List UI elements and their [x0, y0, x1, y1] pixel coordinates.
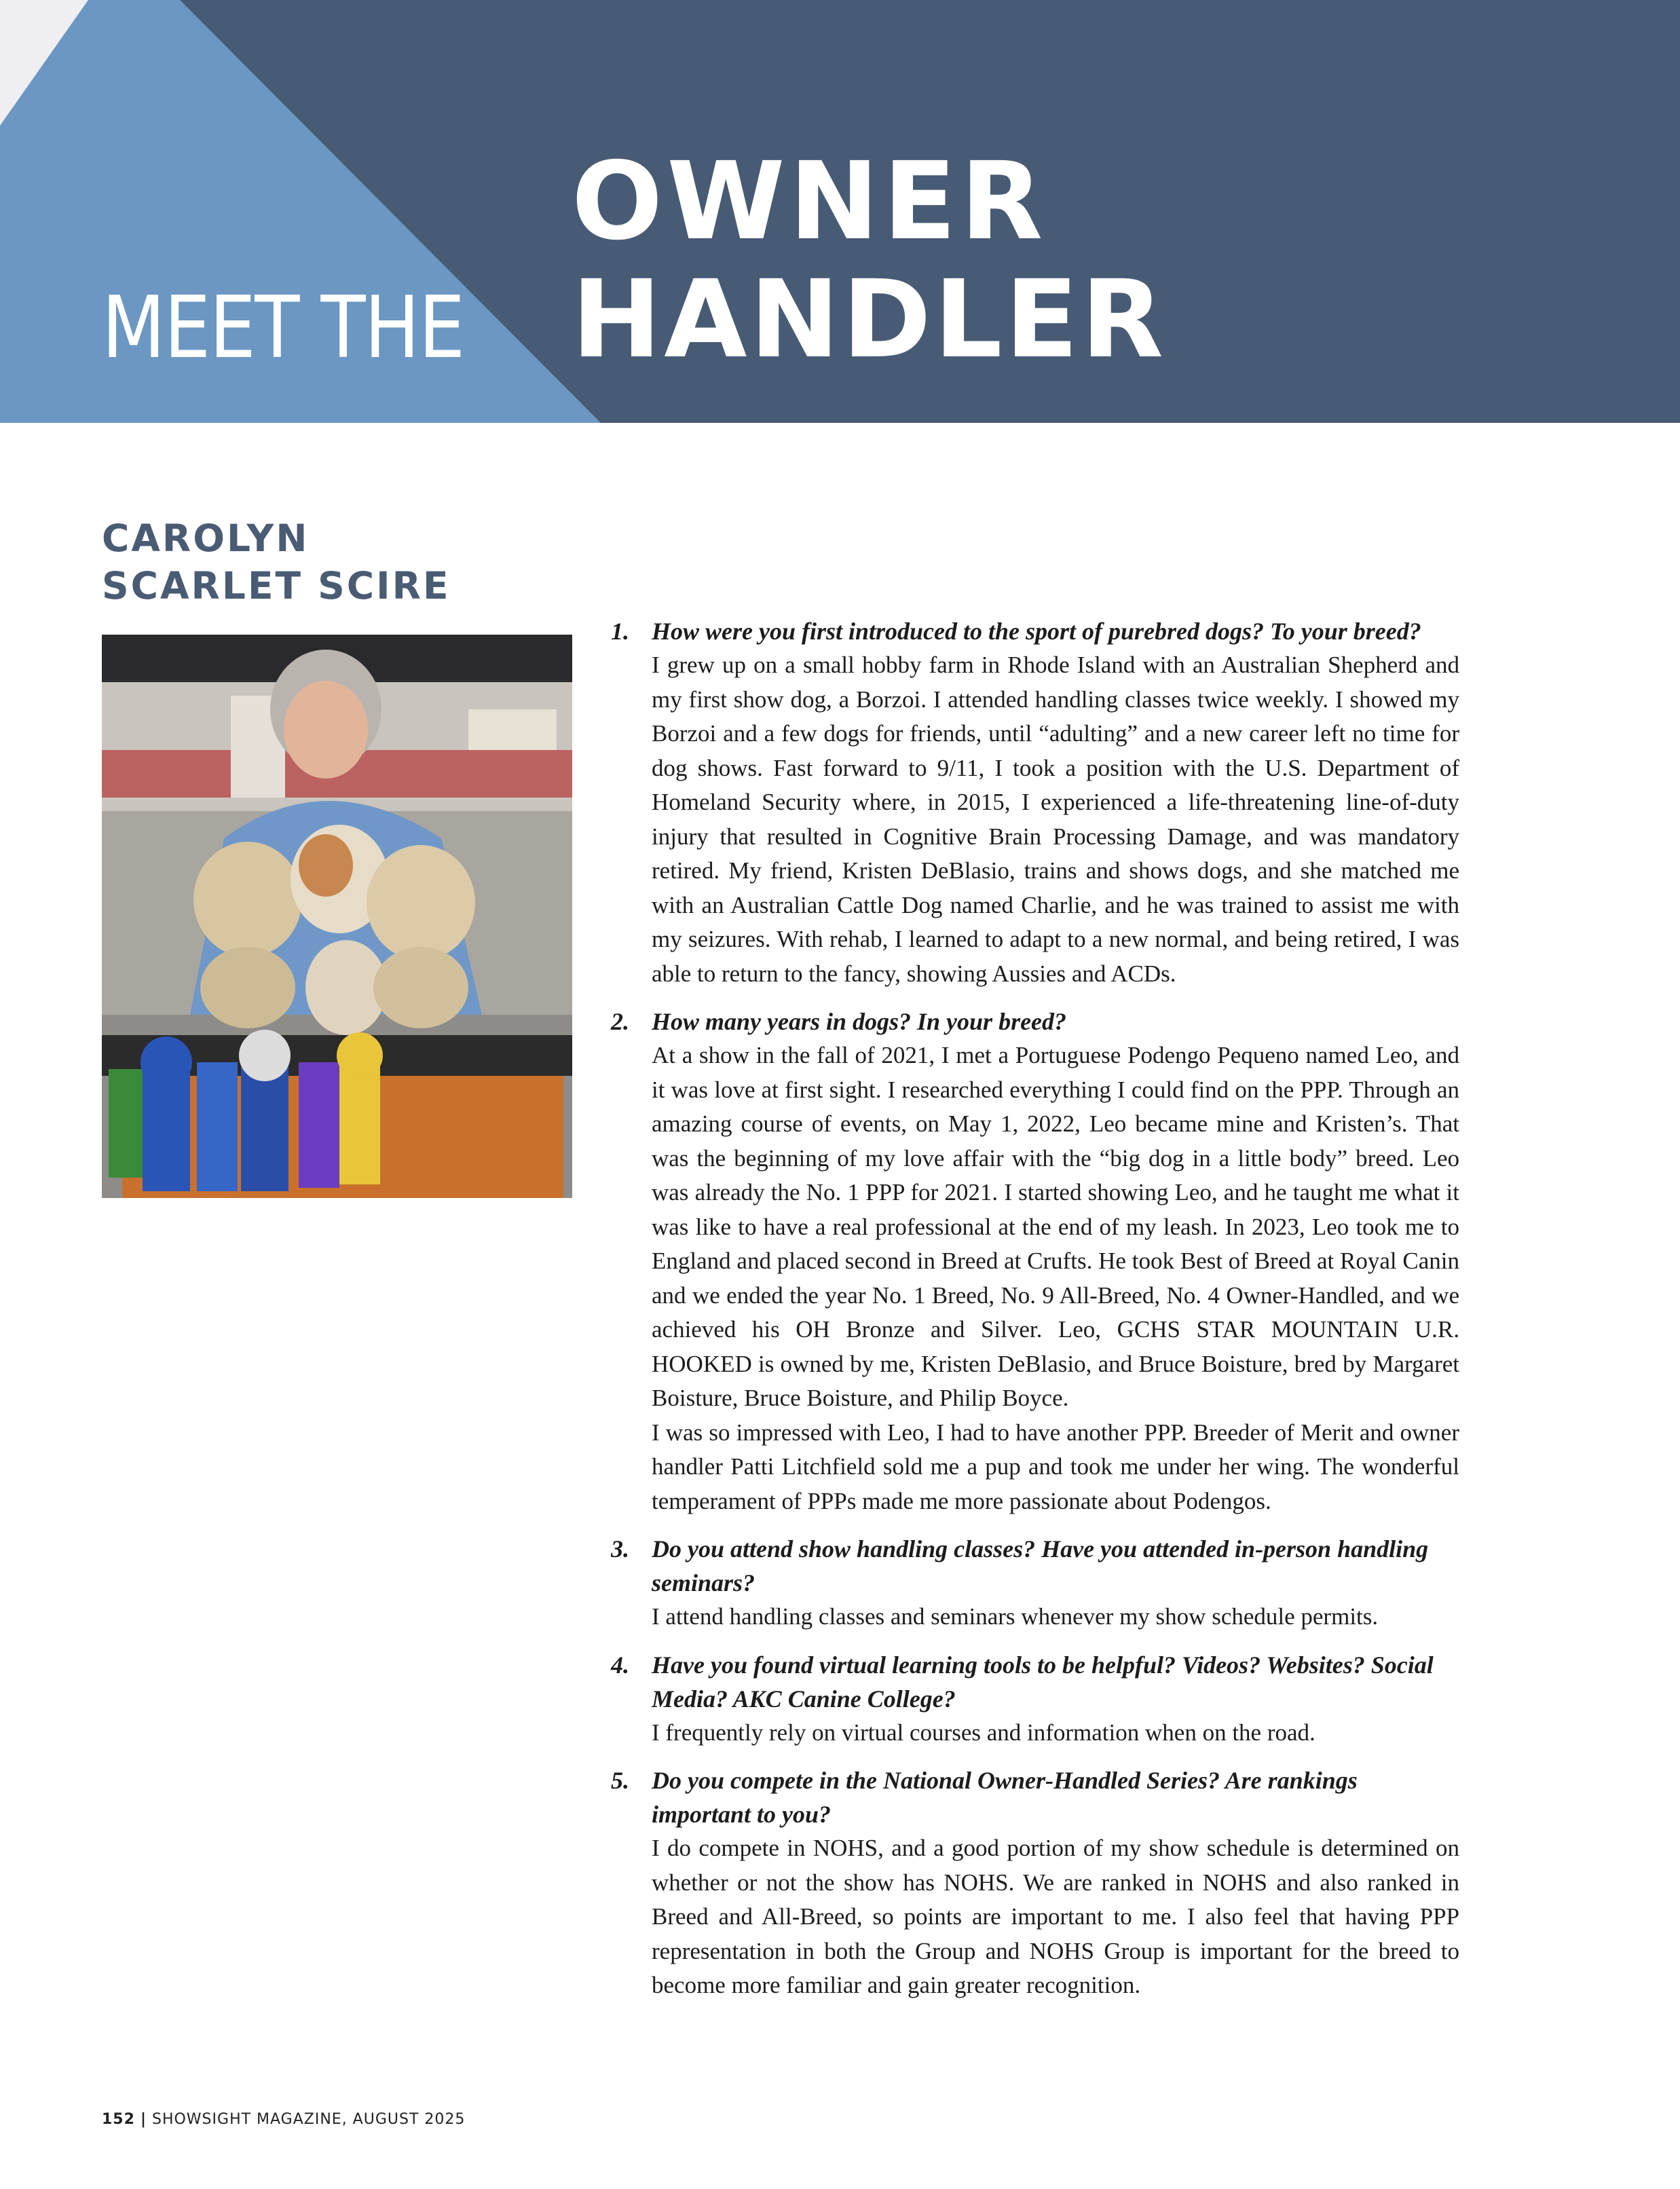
question-text: How were you first introduced to the sport of purebred dogs? To your breed? [652, 618, 1421, 645]
answer-text: I attend handling classes and seminars whenever my show schedule permits. [652, 1603, 1379, 1630]
question-number: 5. [611, 1767, 629, 1794]
subject-name [102, 514, 577, 610]
qa-item-3 [611, 1532, 1459, 1634]
answer-text: At a show in the fall of 2021, I met a Portuguese Podengo Pequeno named Leo, and it was love at first sight. I researched everything I could find on the PPP. Through an amazing course of events, on May 1, 2022, Leo became mine and Kristen’s. That was the beginning of my love affair with the “big dog in a little body” breed. Leo was already the No. 1 PPP for 2021. I started showing Leo, and he taught me what it was like to have a real professional at the end of my leash. In 2023, Leo took me to England and placed second in Breed at Crufts. He took Best of Breed at Royal Canin and we ended the year No. 1 Breed, No. 9 All-Breed, No. 4 Owner-Handled, and we achieved his OH Bronze and Silver. Leo, GCHS STAR MOUNTAIN U.R. HOOKED is owned by me, Kristen DeBlasio, and Bruce Boisture, bred by Margaret Boisture, Bruce Boisture, and Philip Boyce. [652, 1042, 1459, 1411]
answer-text: I grew up on a small hobby farm in Rhode Island with an Australian Shepherd and my first show dog, a Borzoi. I attended handling classes twice weekly. I showed my Borzoi and a few dogs for friends, until “adulting” and a new career left no time for dog shows. Fast forward to 9/11, I took a position with the U.S. Department of Homeland Security where, in 2015, I experienced a life-threatening line-of-duty injury that resulted in Cognitive Brain Processing Damage, and was mandatory retired. My friend, Kristen DeBlasio, trains and shows dogs, and she matched me with an Australian Cattle Dog named Charlie, and he was trained to assist me with my seizures. With rehab, I learned to adapt to a new normal, and being retired, I was able to return to the fancy, showing Aussies and ACDs. [652, 652, 1459, 987]
header-banner [0, 0, 1680, 423]
qa-item-1 [611, 614, 1459, 991]
question-number: 3. [611, 1535, 629, 1563]
title-meet-the: MEET THE [102, 278, 464, 377]
question-text: Have you found virtual learning tools to be helpful? Videos? Websites? Social Media? AKC Canine College? [652, 1651, 1434, 1713]
question-number: 4. [611, 1651, 629, 1679]
question-text: How many years in dogs? In your breed? [652, 1008, 1067, 1035]
subject-name-line1: CAROLYN [102, 517, 310, 560]
question-text: Do you compete in the National Owner-Handled Series? Are rankings important to you? [652, 1767, 1358, 1828]
photo-handler-with-three-dogs-and-ribbons [102, 635, 572, 1198]
footer-separator: | [140, 2111, 147, 2128]
qa-item-5 [611, 1763, 1459, 2003]
page-footer [102, 2111, 465, 2128]
handler-photo [102, 635, 572, 1198]
answer-text: I frequently rely on virtual courses and information when on the road. [652, 1719, 1315, 1746]
answer-text: I was so impressed with Leo, I had to have another PPP. Breeder of Merit and owner handler Patti Litchfield sold me a pup and took me under her wing. The wonderful temperament of PPPs made me more passionate about Podengos. [652, 1419, 1459, 1514]
qa-item-4 [611, 1648, 1459, 1751]
title-handler: HANDLER [572, 257, 1167, 382]
publication-name: SHOWSIGHT MAGAZINE, AUGUST 2025 [151, 2111, 466, 2128]
question-text: Do you attend show handling classes? Have you attended in-person handling seminars? [652, 1535, 1429, 1596]
answer-text: I do compete in NOHS, and a good portion of my show schedule is determined on whether or not the show has NOHS. We are ranked in NOHS and also ranked in Breed and All-Breed, so points are important to me. I also feel that having PPP representation in both the Group and NOHS Group is important for the breed to become more familiar and gain greater recognition. [652, 1835, 1459, 1998]
qa-item-2 [611, 1005, 1459, 1518]
question-number: 2. [611, 1008, 629, 1035]
title-owner: OWNER [572, 139, 1047, 264]
subject-name-line2: SCARLET SCIRE [102, 564, 451, 607]
page-number: 152 [102, 2111, 135, 2128]
qa-list [611, 614, 1459, 2017]
question-number: 1. [611, 618, 629, 645]
